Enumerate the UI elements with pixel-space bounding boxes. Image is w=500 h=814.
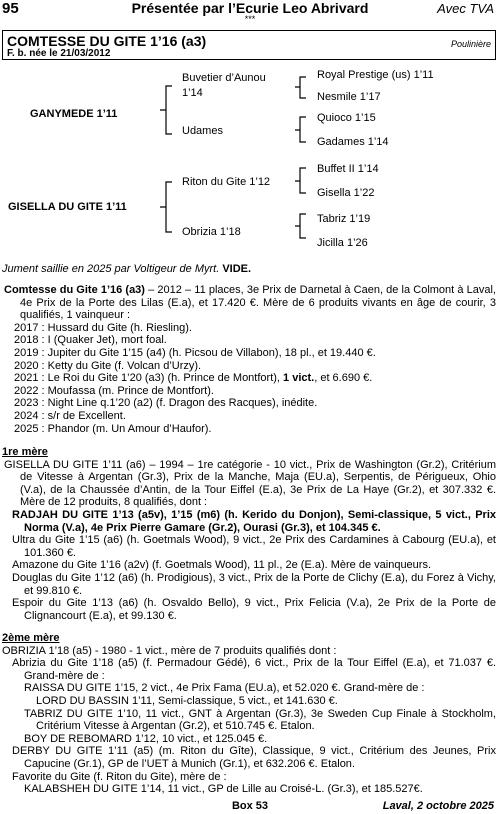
produce-2021-b: 1 vict.: [283, 372, 315, 385]
first-dam-amazone: Amazone du Gite 1’16 (a2v) (f. Goetmals Wood), 11 pl., 2e (E.a). Mère de vainqueurs.: [12, 559, 432, 572]
covered-empty: VIDE.: [222, 263, 252, 275]
first-dam-text: GISELLA DU GITE 1’11 (a6) – 1994 – 1re catégorie - 10 vict., Prix de Washington (Gr.2), Critérium de Vitesse à Argentan (Gr.3), Prix de la Manche, Maja (EU.a), Serpentis, de Périgueux, Ohio (V.a), de la Chaussée d’Antin, de la Tour Eiffel (E.a), 3e Prix de La Haye (Gr.2), et 307.332 €. Mère de 12 produits, 8 qualifiés, dont :: [4, 458, 496, 509]
tva-note: Avec TVA: [437, 1, 494, 16]
pedigree-sire-dam: Udames: [182, 125, 223, 137]
horse-name: COMTESSE DU GITE 1’16 (a3): [7, 33, 207, 49]
produce-2023: 2023 : Night Line q.1’20 (a2) (f. Dragon des Racques), inédite.: [14, 397, 318, 410]
horse-category: Poulinière: [450, 39, 491, 49]
covered-text: Jument saillie en 2025 par Voltigeur de Myrt.: [2, 263, 220, 275]
page-number: 95: [2, 0, 19, 17]
pedigree-g5: Buffet II 1’14: [317, 163, 379, 175]
comtesse-paragraph: [2, 284, 496, 322]
catalog-title: Présentée par l’Ecurie Leo Abrivard: [131, 0, 369, 16]
second-dam-section: [2, 632, 496, 796]
pedigree-sire-sire: Buvetier d’Aunou: [182, 72, 266, 84]
second-dam-abrizia: Abrizia du Gite 1’18 (a5) (f. Permadour Gédé), 6 vict., Prix de la Tour Eiffel (E.a), et 71.037 €. Grand-mère de :: [12, 657, 496, 682]
box-number: Box 53: [231, 800, 269, 812]
comtesse-section: [2, 284, 496, 435]
pedigree-g6: Gisella 1’22: [317, 187, 375, 199]
produce-2024: 2024 : s/r de Excellent.: [14, 409, 126, 422]
pedigree-g3: Quioco 1’15: [317, 112, 376, 124]
pedigree-g4: Gadames 1’14: [317, 136, 389, 148]
comtesse-text: – 2012 – 11 places, 3e Prix de Darnetal à Caen, de la Colmont à Laval, 4e Prix de la Porte des Lilas (E.a), et 17.420 €. Mère de 6 produits vivants en âge de courir, 3 qualifiés, 1 vainqueur :: [20, 284, 496, 322]
pedigree-dam-sire: Riton du Gite 1’12: [182, 176, 271, 188]
produce-2021-a: 2021 : Le Roi du Gite 1’20 (a3) (h. Prince de Montfort),: [14, 372, 284, 385]
second-dam-intro: OBRIZIA 1’18 (a5) - 1980 - 1 vict., mère de 7 produits qualifiés dont :: [2, 644, 337, 657]
produce-2021-c: , et 6.690 €.: [314, 372, 373, 385]
produce-2022: 2022 : Moufassa (m. Prince de Montfort).: [14, 384, 214, 397]
horse-birth: F. b. née le 21/03/2012: [7, 48, 111, 59]
pedigree-g8: Jicilla 1’26: [317, 237, 368, 249]
second-dam-favorite: Favorite du Gite (f. Riton du Gite), mère de :: [12, 770, 227, 783]
pedigree-g1: Royal Prestige (us) 1’11: [317, 69, 434, 81]
pedigree-g7: Tabriz 1’19: [317, 213, 371, 225]
produce-2021: [2, 372, 496, 385]
produce-2018: 2018 : I (Quaker Jet), mort foal.: [14, 334, 167, 347]
second-dam-raissa: RAISSA DU GITE 1’15, 2 vict., 4e Prix Fama (EU.a), et 52.020 €. Grand-mère de :: [24, 682, 425, 695]
produce-2025: 2025 : Phandor (m. Un Amour d’Haufor).: [14, 422, 212, 435]
pedigree-dam-dam: Obrizia 1’18: [182, 226, 241, 238]
second-dam-kalabsheh: KALABSHEH DU GITE 1’14, 11 vict., GP de Lille au Croisé-L. (Gr.3), et 185.527€.: [24, 783, 423, 796]
first-dam-douglas: Douglas du Gite 1’12 (a6) (h. Prodigious), 3 vict., Prix de la Porte de Clichy (E.a), du Forez à Vichy, et 99.810 €.: [12, 571, 496, 597]
first-dam-heading: 1re mère: [2, 446, 48, 458]
pedigree-sire: GANYMEDE 1’11: [30, 108, 118, 120]
first-dam-section: [2, 446, 496, 622]
first-dam-ultra: Ultra du Gite 1’15 (a6) (h. Goetmals Wood), 9 vict., 2e Prix des Cardamines à Cabourg (EU.a), et 101.360 €.: [12, 534, 496, 559]
first-dam-radjah: RADJAH DU GITE 1’13 (a5v), 1’15 (m6) (h. Kerido du Donjon), Semi-classique, 5 vict., Prix Norma (V.a), 4e Prix Pierre Gamare (Gr.2), Ourasi (Gr.3), et 104.345 €.: [12, 508, 496, 534]
horse-title-box: [2, 30, 496, 60]
pedigree-dam: GISELLA DU GITE 1’11: [8, 201, 127, 213]
sale-date: Laval, 2 octobre 2025: [382, 800, 494, 812]
second-dam-boy: BOY DE REBOMARD 1’12, 10 vict., et 125.045 €.: [24, 732, 268, 745]
pedigree-sire-sire-record: 1’14: [182, 87, 203, 99]
produce-2017: 2017 : Hussard du Gite (h. Riesling).: [14, 321, 192, 334]
covered-line: [2, 263, 251, 275]
pedigree-g2: Nesmile 1’17: [317, 91, 381, 103]
title-stars: ***: [244, 14, 256, 24]
produce-2020: 2020 : Ketty du Gite (f. Volcan d’Urzy).: [14, 359, 202, 372]
first-dam-espoir: Espoir du Gite 1’13 (a6) (h. Osvaldo Bello), 9 vict., Prix Felicia (V.a), 2e Prix de la Porte de Clignancourt (E.a), et 99.130 €.: [12, 597, 496, 622]
second-dam-tabriz: TABRIZ DU GITE 1’10, 11 vict., GNT à Argentan (Gr.3), 3e Sweden Cup Finale à Stockholm, Critérium Vitesse à Argentan (Gr.2), et 510.745 €. Etalon.: [24, 707, 496, 733]
second-dam-heading: 2ème mère: [2, 632, 60, 644]
second-dam-derby: DERBY DU GITE 1’11 (a5) (m. Riton du Gîte), Classique, 9 vict., Critérium des Jeunes, Prix Capucine (Gr.1), GP de l’UET à Munich (Gr.1), et 632.206 €. Etalon.: [12, 745, 496, 770]
produce-2019: 2019 : Jupiter du Gite 1’15 (a4) (h. Picsou de Villabon), 18 pl., et 19.440 €.: [14, 346, 376, 359]
comtesse-name: Comtesse du Gite 1’16 (a3): [4, 284, 145, 296]
pedigree-brackets: [0, 60, 500, 260]
second-dam-lord: LORD DU BASSIN 1’11, Semi-classique, 5 vict., et 141.630 €.: [36, 694, 338, 707]
